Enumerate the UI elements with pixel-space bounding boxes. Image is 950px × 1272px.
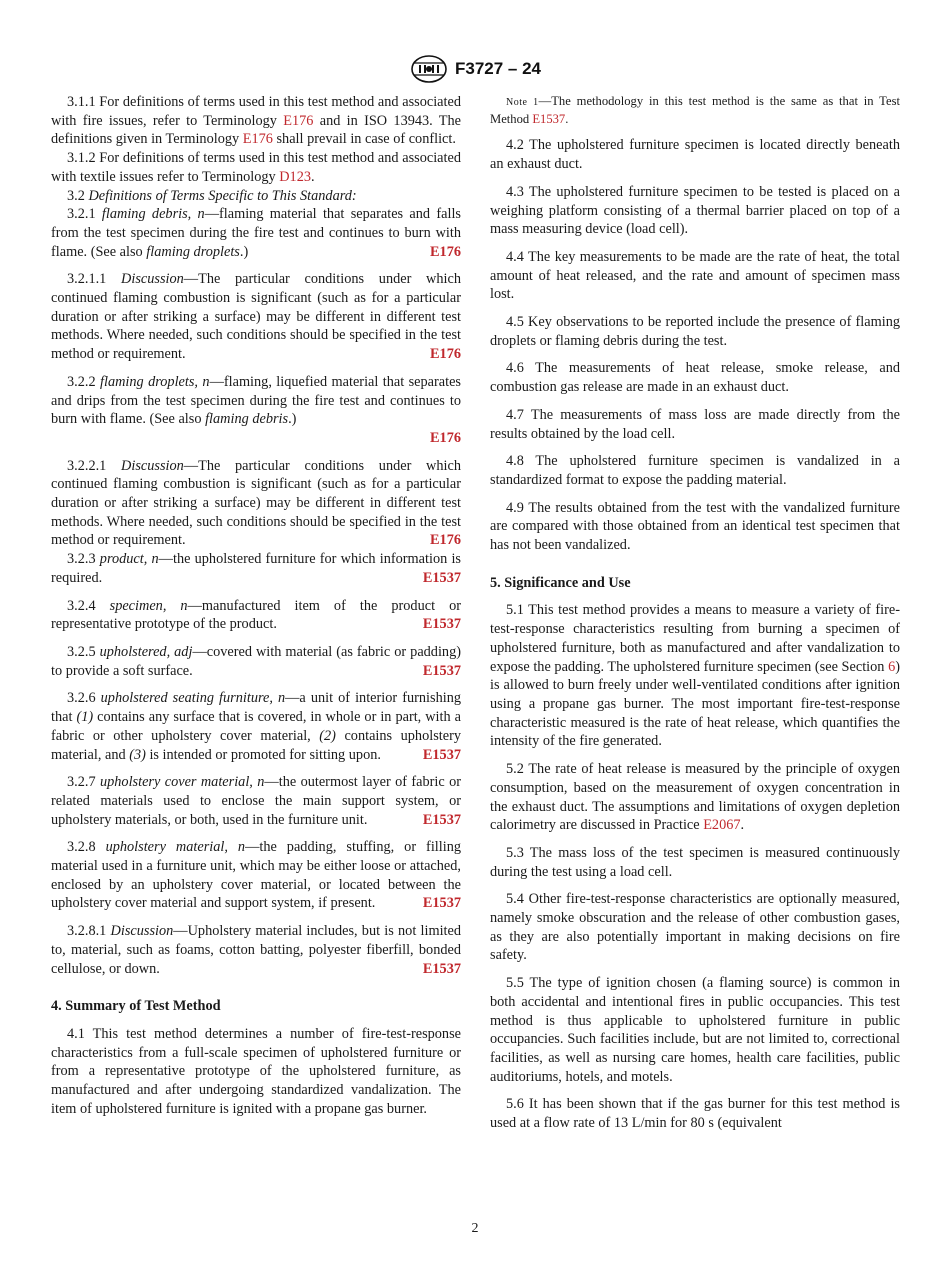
ref-link[interactable]: E1537 [422, 960, 461, 977]
para-4-9: 4.9 The results obtained from the test with the vandalized furniture are compared with those obtained from an identical test specimen that has not been vandalized. [490, 499, 900, 554]
ref-link[interactable]: E176 [430, 243, 461, 260]
para-3-2: 3.2 Definitions of Terms Specific to This Standard: [67, 187, 357, 204]
ref-link[interactable]: E2067 [703, 817, 741, 834]
ref-link[interactable]: E1537 [422, 746, 461, 763]
para-3-2-3: 3.2.3 product, n—the upholstered furniture for which information is required. E1537 [51, 551, 461, 586]
para-3-2-4: 3.2.4 specimen, n—manufactured item of the product or representative prototype of the product. E1537 [51, 597, 461, 633]
para-4-7: 4.7 The measurements of mass loss are made directly from the results obtained by the load cell. [490, 406, 900, 442]
para-3-2-1: 3.2.1 flaming debris, n—flaming material that separates and falls from the test specimen during the fire test and continues to burn with flame. (See also flaming droplets.) E176 [51, 206, 461, 260]
section-heading: 5. Significance and Use [490, 574, 631, 591]
ref-link[interactable]: E1537 [422, 569, 461, 586]
para-3-2-7: 3.2.7 upholstery cover material, n—the outermost layer of fabric or related materials used to enclose the main support system, or upholstery materials, or both, used in the furniture unit. E1537 [51, 774, 462, 828]
left-column [51, 93, 461, 1118]
para-4-5: 4.5 Key observations to be reported include the presence of flaming droplets or flaming debris during the test. [490, 314, 900, 349]
standard-designation: F3727 – 24 [454, 59, 541, 78]
para-4-8: 4.8 The upholstered furniture specimen is vandalized in a standardized format to expose the padding material. [490, 453, 900, 488]
para-5-6: 5.6 It has been shown that if the gas burner for this test method is used at a flow rate of 13 L/min for 80 s (equivalent [490, 1096, 900, 1132]
para-3-2-2-1: 3.2.2.1 Discussion—The particular conditions under which continued flaming combustion is significant (such as for a particular duration or after striking a surface) may be different in different test methods. Where needed, such conditions should be specified in the test method or requirement. E176 [51, 457, 461, 549]
ref-link[interactable]: E1537 [422, 662, 461, 679]
para-4-2: 4.2 The upholstered furniture specimen is located directly beneath an exhaust duct. [490, 137, 900, 173]
ref-link[interactable]: E1537 [422, 616, 461, 633]
para-3-2-2: 3.2.2 flaming droplets, n—flaming, liquefied material that separates and drips from the test specimen during the fire test and continues to burn with flame. (See also flaming debris.) E176 [51, 373, 461, 446]
para-3-2-5: 3.2.5 upholstered, adj—covered with material (as fabric or padding) to provide a soft surface. E1537 [51, 643, 461, 679]
para-5-1: 5.1 This test method provides a means to measure a variety of fire-test-response characteristics resulting from burning a specimen of upholstered furniture, both as manufactured and after vandalization to expose the padding. The upholstered furniture specimen (see Section 6) is allowed to burn freely under well-ventilated conditions after ignition using a propane gas burner. The most important fire-test-response characteristic measured is the rate of heat release, which quantifies the intensity of the fire generated. [490, 602, 900, 750]
ref-link[interactable]: 6 [888, 658, 896, 675]
ref-link[interactable]: E176 [283, 112, 314, 129]
astm-logo-icon [409, 54, 449, 84]
para-5-2: 5.2 The rate of heat release is measured by the principle of oxygen consumption, based on the measurement of oxygen concentration in the exhaust duct. The assumptions and limitations of oxygen depletion calorimetry are discussed in Practice E2067. [490, 761, 900, 834]
ref-link[interactable]: E1537 [532, 112, 566, 127]
para-3-1-1: 3.1.1 For definitions of terms used in this test method and associated with fire issues, refer to Terminology E176 and in ISO 13943. The definitions given in Terminology E176 shall prevail in case of conflict. [51, 94, 461, 148]
para-5-5: 5.5 The type of ignition chosen (a flaming source) is common in both accidental and intentional fires in public occupancies. This test method is thus applicable to upholstered furniture in public occupancies. Such facilities include, but are not limited to, correctional facilities, as well as nursing care homes, health care facilities, public auditoriums, hotels, and motels. [490, 975, 900, 1085]
ref-link[interactable]: E1537 [422, 895, 461, 912]
ref-link[interactable]: E176 [430, 429, 461, 446]
ref-link[interactable]: D123 [279, 168, 312, 185]
para-5-3: 5.3 The mass loss of the test specimen is measured continuously during the test using a load cell. [490, 844, 900, 880]
para-3-1-2: 3.1.2 For definitions of terms used in this test method and associated with textile issues refer to Terminology D123. [51, 150, 461, 185]
ref-link[interactable]: E1537 [422, 811, 461, 828]
para-3-2-1-1: 3.2.1.1 Discussion—The particular conditions under which continued flaming combustion is significant (such as for a particular duration or after striking a surface) may be different in different test methods. Where needed, such conditions should be specified in the test method or requirement. E176 [51, 271, 461, 363]
para-4-6: 4.6 The measurements of heat release, smoke release, and combustion gas release are made in an exhaust duct. [490, 360, 900, 396]
para-3-2-8-1: 3.2.8.1 Discussion—Upholstery material includes, but is not limited to, material, such as foams, cotton batting, polyester fiberfill, bonded cellulose, or down. E1537 [51, 923, 462, 977]
para-3-2-6: 3.2.6 upholstered seating furniture, n—a unit of interior furnishing that (1) contains any surface that is covered, in whole or in part, with a fabric or other upholstery cover material, (2) contains upholstery material, and (3) is intended or promoted for sitting upon. E1537 [51, 690, 461, 763]
para-4-3: 4.3 The upholstered furniture specimen to be tested is placed on a weighing platform consisting of a thermal barrier placed on top of a mass measuring device (load cell). [490, 183, 900, 238]
para-4-1: 4.1 This test method determines a number of fire-test-response characteristics from a full-scale specimen of upholstered furniture or from a representative prototype of the upholstered furniture, as manufactured and after undergoing standardized vandalization. The item of upholstered furniture is ignited with a propane gas burner. [51, 1025, 461, 1117]
section-heading: 4. Summary of Test Method [51, 998, 221, 1015]
para-3-2-8: 3.2.8 upholstery material, n—the padding, stuffing, or filling material used in a furniture unit, which may be either loose or attached, enclosed by an upholstery cover material, or located between the upholstery cover material and support system, if present. E1537 [51, 839, 462, 912]
para-4-4: 4.4 The key measurements to be made are the rate of heat, the total amount of heat released, and the rate and amount of specimen mass lost. [490, 248, 900, 303]
para-5-4: 5.4 Other fire-test-response characteristics are optionally measured, namely smoke obscuration and the release of other combustion gases, as they are also potentially important in making decisions on fire safety. [490, 891, 900, 964]
ref-link[interactable]: E176 [430, 346, 461, 363]
ref-link[interactable]: E176 [242, 131, 273, 148]
right-column [490, 93, 900, 1133]
note-1: Note 1—The methodology in this test method is the same as that in Test Method E1537. [490, 94, 900, 127]
page-number: 2 [471, 1221, 479, 1236]
ref-link[interactable]: E176 [430, 532, 461, 549]
page-header [0, 54, 950, 84]
